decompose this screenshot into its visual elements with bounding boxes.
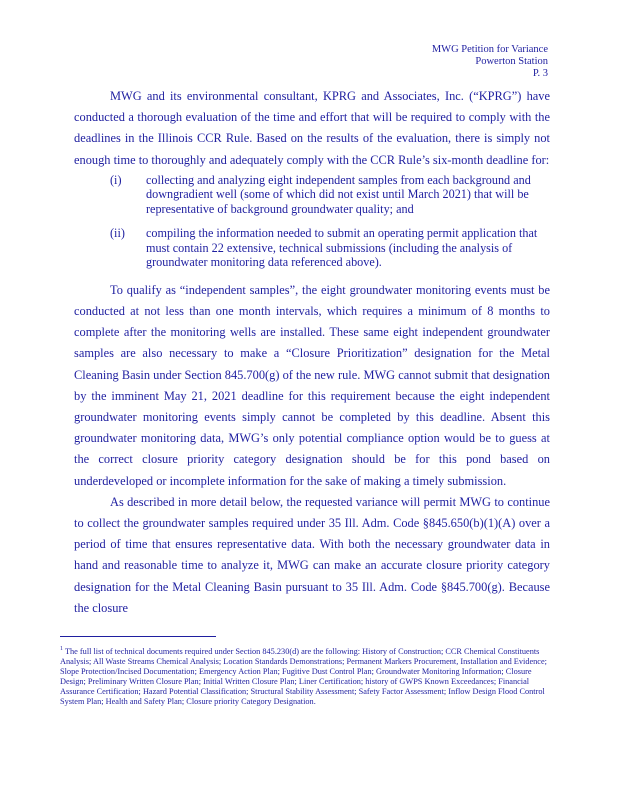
paragraph-2: To qualify as “independent samples”, the eight groundwater monitoring events must be conducted at not less than one month intervals, which requires a minimum of 8 months to complete after the monitoring wells are installed. These same eight independent groundwater samples are also necessary to make a “Closure Prioritization” designation for the Metal Cleaning Basin under Section 845.700(g) of the new rule. MWG cannot submit that designation by the imminent May 21, 2021 deadline for this requirement because the eight independent groundwater monitoring events simply cannot be completed by this deadline. Absent this groundwater monitoring data, MWG’s only potential compliance option would be to guess at the correct closure priority category designation should be for this pond based on underdeveloped or incomplete information for the sake of making a timely submission. — [74, 282, 550, 488]
list-item-text: compiling the information needed to submit an operating permit application that must contain 22 extensive, technical submissions (including the analysis of groundwater monitoring data referenced above). — [146, 226, 538, 270]
list-marker: (i) — [110, 172, 122, 187]
list-marker: (ii) — [110, 226, 125, 241]
header-station: Powerton Station — [475, 56, 548, 67]
footnote-divider — [60, 636, 216, 637]
body-text — [74, 86, 550, 619]
requirements-list — [74, 173, 550, 270]
list-item — [74, 226, 550, 270]
list-item — [74, 173, 550, 217]
paragraph-3: As described in more detail below, the requested variance will permit MWG to continue to collect the groundwater samples required under 35 Ill. Adm. Code §845.650(b)(1)(A) over a period of time that ensures representative data. With both the necessary groundwater data in hand and reasonable time to analyze it, MWG can make an accurate closure priority category designation for the Metal Cleaning Basin pursuant to 35 Ill. Adm. Code §845.700(g). Because the closure — [74, 494, 550, 615]
footnote-number: 1 — [60, 646, 63, 652]
list-item-text: collecting and analyzing eight independent samples from each background and downgradient well (some of which did not exist until March 2021) that will be representative of background groundwater quality; and — [146, 172, 531, 216]
header-title: MWG Petition for Variance — [431, 44, 548, 55]
page-header — [432, 44, 548, 80]
footnote-text: The full list of technical documents required under Section 845.230(d) are the following: History of Construction; CCR Chemical Constituents Analysis; All Waste Streams Chemical Analysis; Location Standards Demonstrations; Permanent Markers Procurement, Installation and Evidence; Slope Protection/Incised Documentation; Emergency Action Plan; Fugitive Dust Control Plan; Groundwater Monitoring Information; Closure Design; Preliminary Written Closure Plan; Initial Written Closure Plan; Liner Certification; history of GWPS Known Exceedances; Financial Assurance Certification; Hazard Potential Classification; Structural Stability Assessment; Safety Factor Assessment; Inflow Design Flood Control System Plan; Health and Safety Plan; Closure priority Category Designation. — [60, 646, 547, 707]
header-page-number: P. 3 — [532, 68, 548, 79]
paragraph-1: MWG and its environmental consultant, KPRG and Associates, Inc. (“KPRG”) have conducted a thorough evaluation of the time and effort that will be required to comply with the deadlines in the Illinois CCR Rule. Based on the results of the evaluation, there is simply not enough time to thoroughly and adequately comply with the CCR Rule’s six-month deadline for: — [74, 89, 550, 167]
footnote — [60, 644, 550, 707]
